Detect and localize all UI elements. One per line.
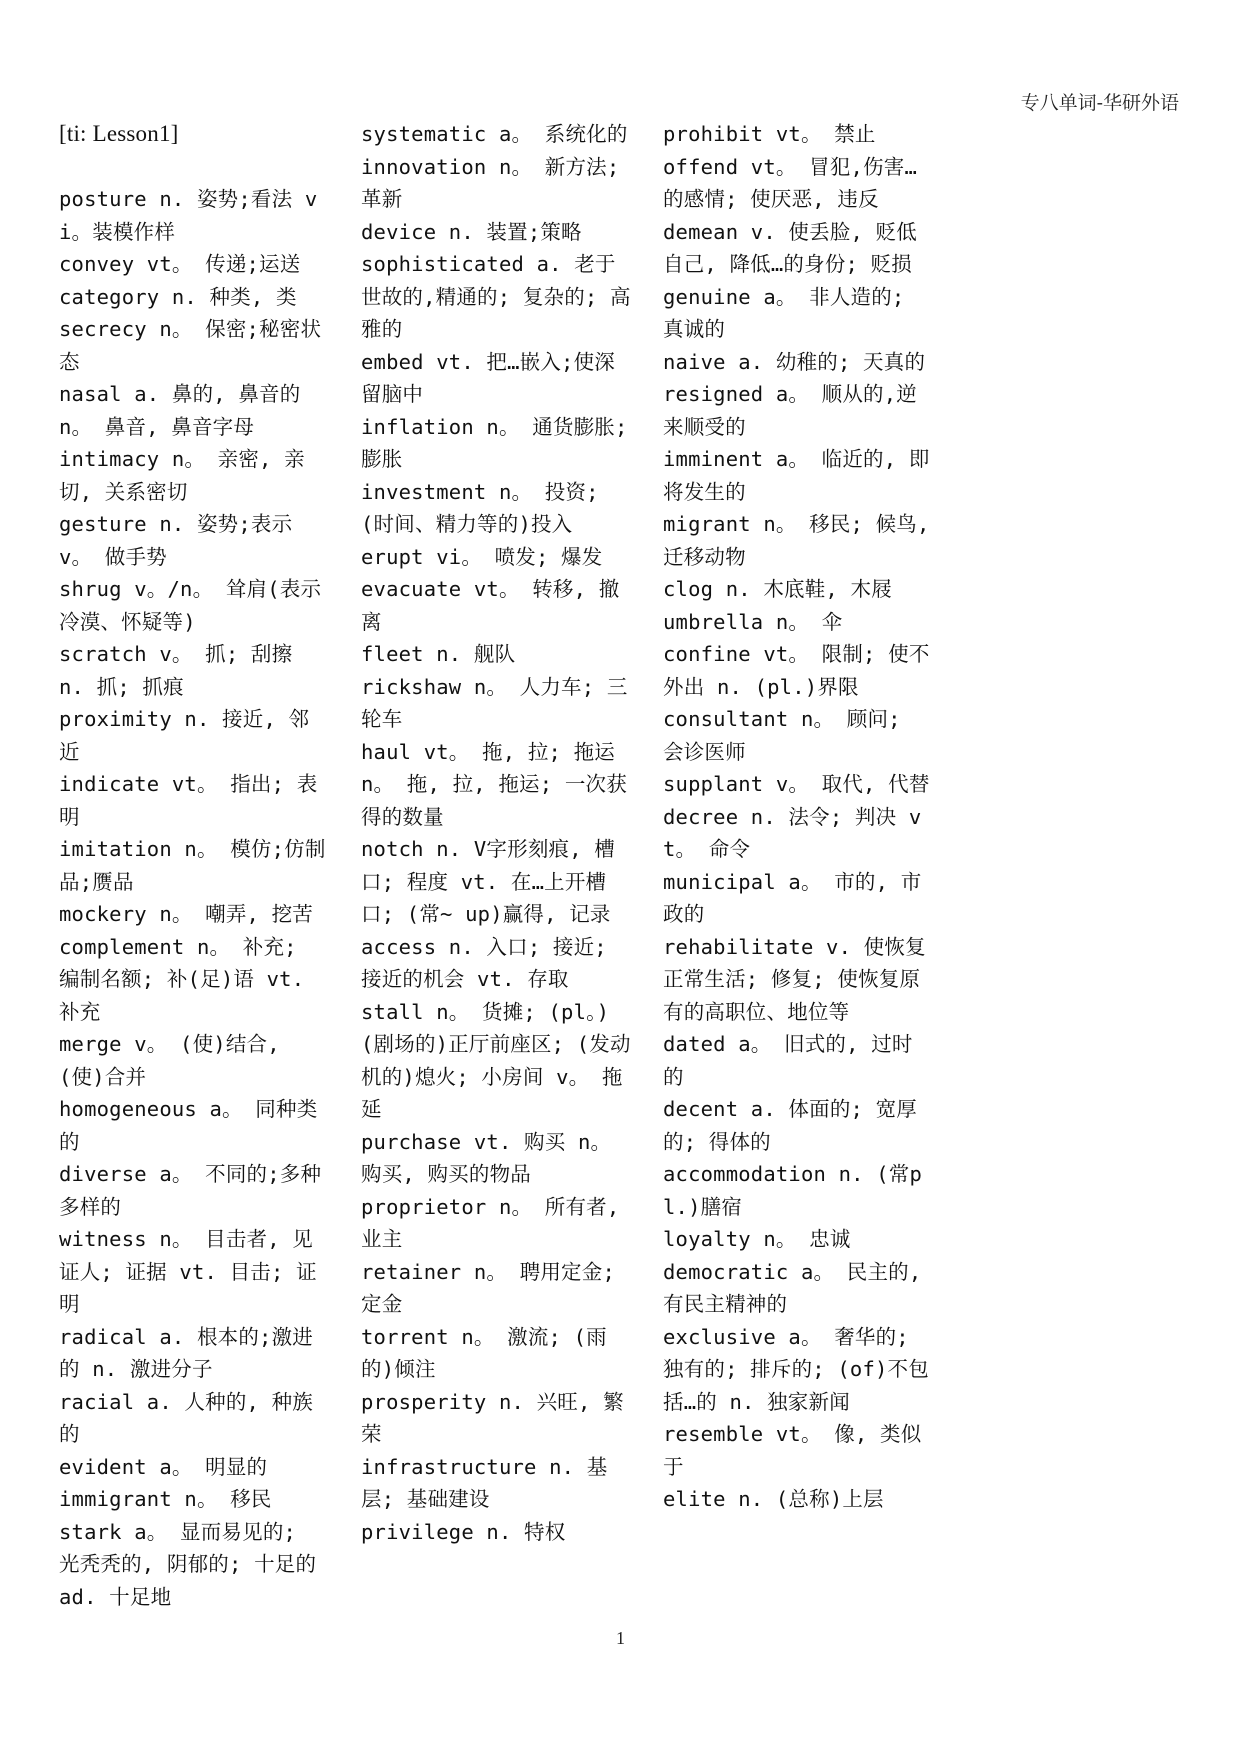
vocab-entry: innovation n。 新方法; 革新 xyxy=(361,154,620,211)
vocab-entry: category n. 种类, 类 xyxy=(59,284,297,309)
vocab-entry: privilege n. 特权 xyxy=(361,1519,566,1544)
vocab-entry: accommodation n. (常pl.)膳宿 xyxy=(663,1162,922,1219)
vocab-entry: proprietor n。 所有者, 业主 xyxy=(361,1194,620,1251)
vocab-entry: torrent n。 激流; (雨的)倾注 xyxy=(361,1324,607,1381)
vocab-entry: fleet n. 舰队 xyxy=(361,642,516,666)
vocab-entry: proximity n. 接近, 邻近 xyxy=(59,707,310,764)
vocab-entry: systematic a。 系统化的 xyxy=(361,122,628,146)
vocab-entry: immigrant n。 移民 xyxy=(59,1487,272,1511)
vocab-entry: imitation n。 模仿;仿制品;赝品 xyxy=(59,837,326,894)
vocab-entry: clog n. 木底鞋, 木屐 xyxy=(663,577,892,601)
vocab-entry: inflation n。 通货膨胀; 膨胀 xyxy=(361,414,628,471)
vocab-entry: prohibit vt。 禁止 xyxy=(663,122,876,146)
vocab-entry: purchase vt. 购买 n。 购买, 购买的物品 xyxy=(361,1129,612,1186)
vocab-entry: elite n. (总称)上层 xyxy=(663,1487,884,1511)
vocab-entry: racial a. 人种的, 种族的 xyxy=(59,1389,314,1446)
vocab-entry: evident a。 明显的 xyxy=(59,1454,268,1479)
vocab-entry: radical a. 根本的;激进的 n. 激进分子 xyxy=(59,1324,314,1381)
vocab-entry: erupt vi。 喷发; 爆发 xyxy=(361,544,603,569)
vocab-entry: supplant v。 取代, 代替 xyxy=(663,772,930,796)
vocab-entry: exclusive a。 奢华的; 独有的; 排斥的; (of)不包括…的 n. 独家新闻 xyxy=(663,1324,929,1414)
vocab-entry: indicate vt。 指出; 表明 xyxy=(59,772,318,829)
vocab-entry: homogeneous a。 同种类的 xyxy=(59,1097,318,1154)
vocab-entry: scratch v。 抓; 刮擦 n. 抓; 抓痕 xyxy=(59,642,293,699)
page-header: 专八单词-华研外语 xyxy=(1020,92,1179,114)
vocab-entry: confine vt。 限制; 使不外出 n. (pl.)界限 xyxy=(663,642,930,699)
vocab-entry: genuine a。 非人造的; 真诚的 xyxy=(663,284,905,341)
vocab-entry: umbrella n。 伞 xyxy=(663,609,843,634)
lesson-title: [ti: Lesson1] xyxy=(59,121,179,146)
vocab-entry: decree n. 法令; 判决 vt。 命令 xyxy=(663,804,922,861)
vocab-entry: evacuate vt。 转移, 撤离 xyxy=(361,577,620,634)
vocab-entry: mockery n。 嘲弄, 挖苦 xyxy=(59,902,314,926)
vocab-column-2 xyxy=(361,118,631,1548)
vocab-entry: haul vt。 拖, 拉; 拖运 n。 拖, 拉, 拖运; 一次获得的数量 xyxy=(361,739,627,829)
vocab-entry: convey vt。 传递;运送 xyxy=(59,252,301,276)
vocab-entry: dated a。 旧式的, 过时的 xyxy=(663,1032,913,1089)
vocab-entry: stall n。 货摊; (pl。)(剧场的)正厅前座区; (发动机的)熄火; 小房间 v。 拖延 xyxy=(361,999,631,1121)
page-number: 1 xyxy=(616,1628,625,1648)
vocab-entry: sophisticated a. 老于世故的,精通的; 复杂的; 高雅的 xyxy=(361,252,631,341)
vocab-entry: gesture n. 姿势;表示 v。 做手势 xyxy=(59,512,293,569)
vocab-entry: prosperity n. 兴旺, 繁荣 xyxy=(361,1389,624,1446)
vocab-entry: stark a。 显而易见的; 光秃秃的, 阴郁的; 十足的 ad. 十足地 xyxy=(59,1519,317,1609)
vocab-entry: diverse a。 不同的;多种多样的 xyxy=(59,1162,322,1219)
vocab-entry: complement n。 补充; 编制名额; 补(足)语 vt. 补充 xyxy=(59,934,305,1024)
vocab-entry: notch n. V字形刻痕, 槽口; 程度 vt. 在…上开槽口; (常~ up)赢得, 记录 xyxy=(361,837,616,926)
vocab-entry: imminent a。 临近的, 即将发生的 xyxy=(663,447,930,504)
vocab-entry: rickshaw n。 人力车; 三轮车 xyxy=(361,674,628,731)
vocab-entry: intimacy n。 亲密, 亲切, 关系密切 xyxy=(59,447,305,504)
vocab-entry: merge v。 (使)结合, (使)合并 xyxy=(59,1032,280,1089)
vocab-entry: offend vt。 冒犯,伤害…的感情; 使厌恶, 违反 xyxy=(663,154,918,211)
vocab-entry: resemble vt。 像, 类似于 xyxy=(663,1422,922,1479)
vocab-entry: resigned a。 顺从的,逆来顺受的 xyxy=(663,382,918,439)
vocab-entry: access n. 入口; 接近; 接近的机会 vt. 存取 xyxy=(361,934,607,991)
vocab-entry: secrecy n。 保密;秘密状态 xyxy=(59,317,322,374)
vocab-entry: municipal a。 市的, 市政的 xyxy=(663,869,922,926)
vocab-entry: democratic a。 民主的, 有民主精神的 xyxy=(663,1259,922,1316)
vocab-column-3 xyxy=(663,118,933,1516)
vocab-entry: device n. 装置;策略 xyxy=(361,219,582,244)
vocab-entry: investment n。 投资; (时间、精力等的)投入 xyxy=(361,479,599,536)
vocab-entry: embed vt. 把…嵌入;使深留脑中 xyxy=(361,349,616,406)
vocab-column-1 xyxy=(59,118,329,1613)
vocab-entry: nasal a. 鼻的, 鼻音的 n。 鼻音, 鼻音字母 xyxy=(59,382,301,439)
vocab-entry: consultant n。 顾问; 会诊医师 xyxy=(663,707,901,764)
vocab-entry: rehabilitate v. 使恢复正常生活; 修复; 使恢复原有的高职位、地位等 xyxy=(663,934,926,1024)
vocab-entry: demean v. 使丢脸, 贬低自己, 降低…的身份; 贬损 xyxy=(663,219,918,276)
vocab-entry: retainer n。 聘用定金; 定金 xyxy=(361,1259,616,1316)
vocab-entry: shrug v。/n。 耸肩(表示冷漠、怀疑等) xyxy=(59,577,322,634)
vocab-entry: decent a. 体面的; 宽厚的; 得体的 xyxy=(663,1097,918,1154)
vocab-entry: naive a. 幼稚的; 天真的 xyxy=(663,349,926,374)
vocab-entry: witness n。 目击者, 见证人; 证据 vt. 目击; 证明 xyxy=(59,1227,317,1316)
vocab-entry: migrant n。 移民; 候鸟, 迁移动物 xyxy=(663,512,930,569)
vocab-entry: posture n. 姿势;看法 vi。装模作样 xyxy=(59,187,318,244)
vocab-entry: loyalty n。 忠诚 xyxy=(663,1227,851,1251)
vocab-entry: infrastructure n. 基层; 基础建设 xyxy=(361,1454,608,1511)
